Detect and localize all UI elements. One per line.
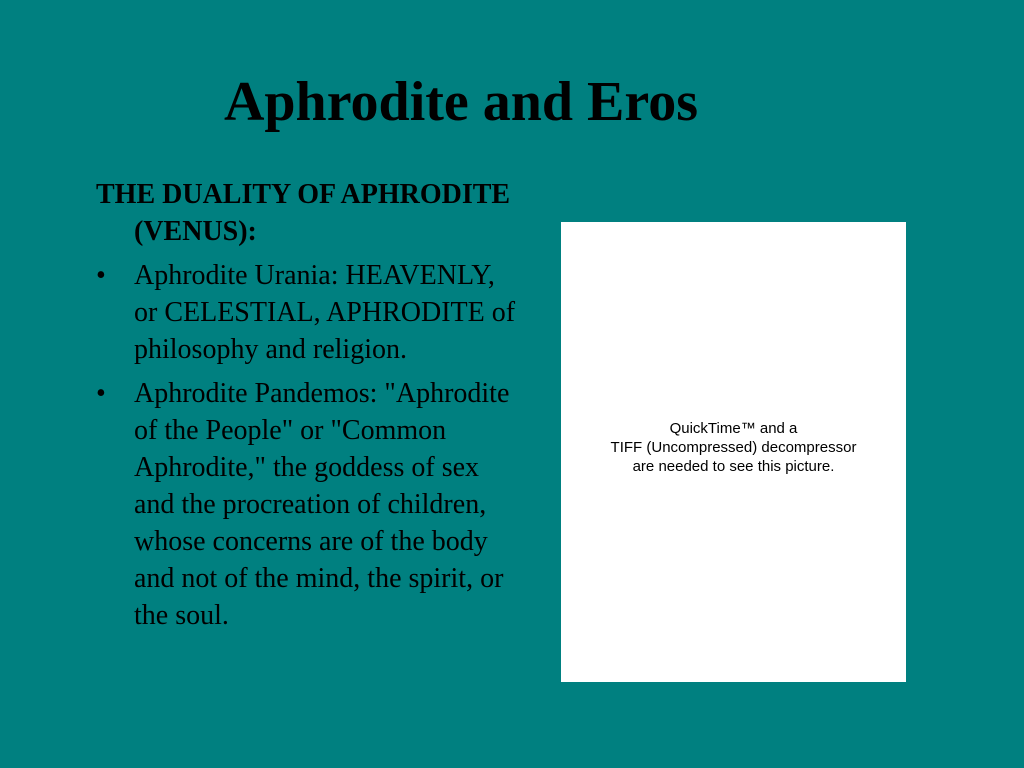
bullet-icon: • [96, 260, 106, 291]
bullet-item-pandemos [96, 375, 516, 634]
placeholder-line-1: QuickTime™ and a [669, 420, 798, 437]
bullet-icon: • [96, 378, 106, 409]
placeholder-line-3: are needed to see this picture. [632, 458, 835, 475]
bullet-item-urania [96, 257, 516, 368]
slide-title: Aphrodite and Eros [223, 71, 699, 133]
bullet-text-urania: Aphrodite Urania: HEAVENLY, or CELESTIAL, APHRODITE of philosophy and religion. [134, 260, 516, 365]
slide-body-text [96, 176, 516, 641]
quicktime-missing-message [561, 419, 906, 476]
placeholder-line-2: TIFF (Uncompressed) decompressor [610, 439, 857, 456]
bullet-text-pandemos: Aphrodite Pandemos: "Aphrodite of the People" or "Common Aphrodite," the goddess of sex and the procreation of children, whose concerns are of the body and not of the mind, the spirit, or the soul. [134, 378, 510, 631]
duality-heading: THE DUALITY OF APHRODITE (VENUS): [96, 179, 511, 247]
missing-picture-placeholder [561, 222, 906, 682]
bullet-list [96, 257, 516, 634]
